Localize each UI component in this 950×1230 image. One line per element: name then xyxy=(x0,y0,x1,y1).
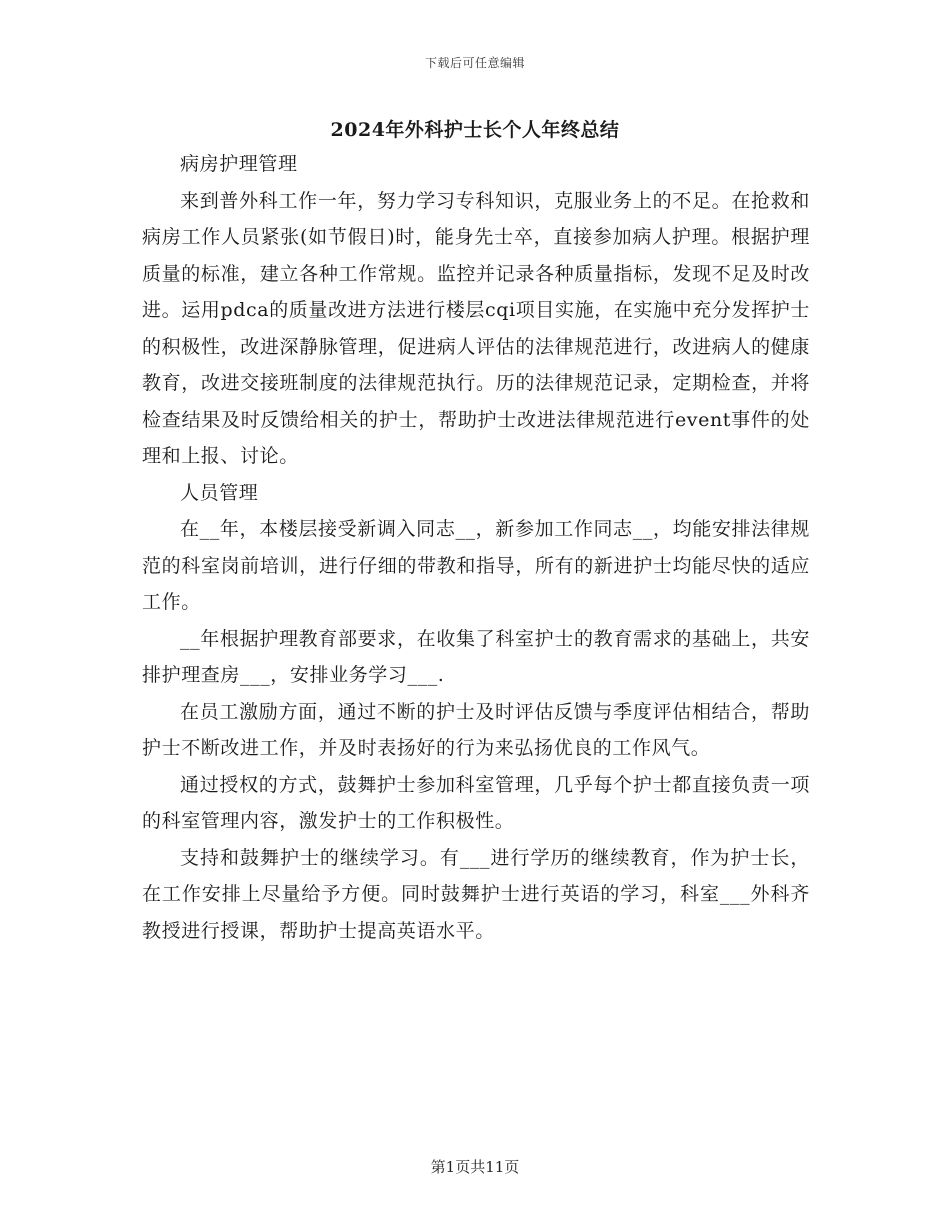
section-heading-staff-management: 人员管理 xyxy=(180,481,259,504)
document-body xyxy=(142,146,810,949)
document-title: 2024年外科护士长个人年终总结 xyxy=(330,119,620,141)
header-note: 下载后可任意编辑 xyxy=(424,56,525,70)
section-heading-ward-nursing: 病房护理管理 xyxy=(180,153,298,175)
paragraph-continuing-study: 支持和鼓舞护士的继续学习。有___进行学历的继续教育，作为护士长，在工作安排上尽量给予方便。同时鼓舞护士进行英语的学习，科室___外科齐教授进行授课，帮助护士提高英语水平。 xyxy=(142,846,810,942)
paragraph-ward-nursing: 来到普外科工作一年，努力学习专科知识，克服业务上的不足。在抢救和病房工作人员紧张(如节假日)时，能身先士卒，直接参加病人护理。根据护理质量的标准，建立各种工作常规。监控并记录各种质量指标，发现不足及时改进。运用pdca的质量改进方法进行楼层cqi项目实施，在实施中充分发挥护士的积极性，改进深静脉管理，促进病人评估的法律规范进行，改进病人的健康教育，改进交接班制度的法律规范执行。历的法律规范记录，定期检查，并将检查结果及时反馈给相关的护士，帮助护士改进法律规范进行event事件的处理和上报、讨论。 xyxy=(142,189,810,467)
paragraph-new-staff: 在__年，本楼层接受新调入同志__，新参加工作同志__，均能安排法律规范的科室岗前培训，进行仔细的带教和指导，所有的新进护士均能尽快的适应工作。 xyxy=(142,518,810,613)
paragraph-delegation: 通过授权的方式，鼓舞护士参加科室管理，几乎每个护士都直接负责一项的科室管理内容，激发护士的工作积极性。 xyxy=(142,773,810,832)
page-number-footer: 第1页共11页 xyxy=(430,1158,520,1176)
paragraph-education: __年根据护理教育部要求，在收集了科室护士的教育需求的基础上，共安排护理查房___，安排业务学习___. xyxy=(142,627,810,686)
paragraph-motivation: 在员工激励方面，通过不断的护士及时评估反馈与季度评估相结合，帮助护士不断改进工作，并及时表扬好的行为来弘扬优良的工作风气。 xyxy=(142,700,810,759)
